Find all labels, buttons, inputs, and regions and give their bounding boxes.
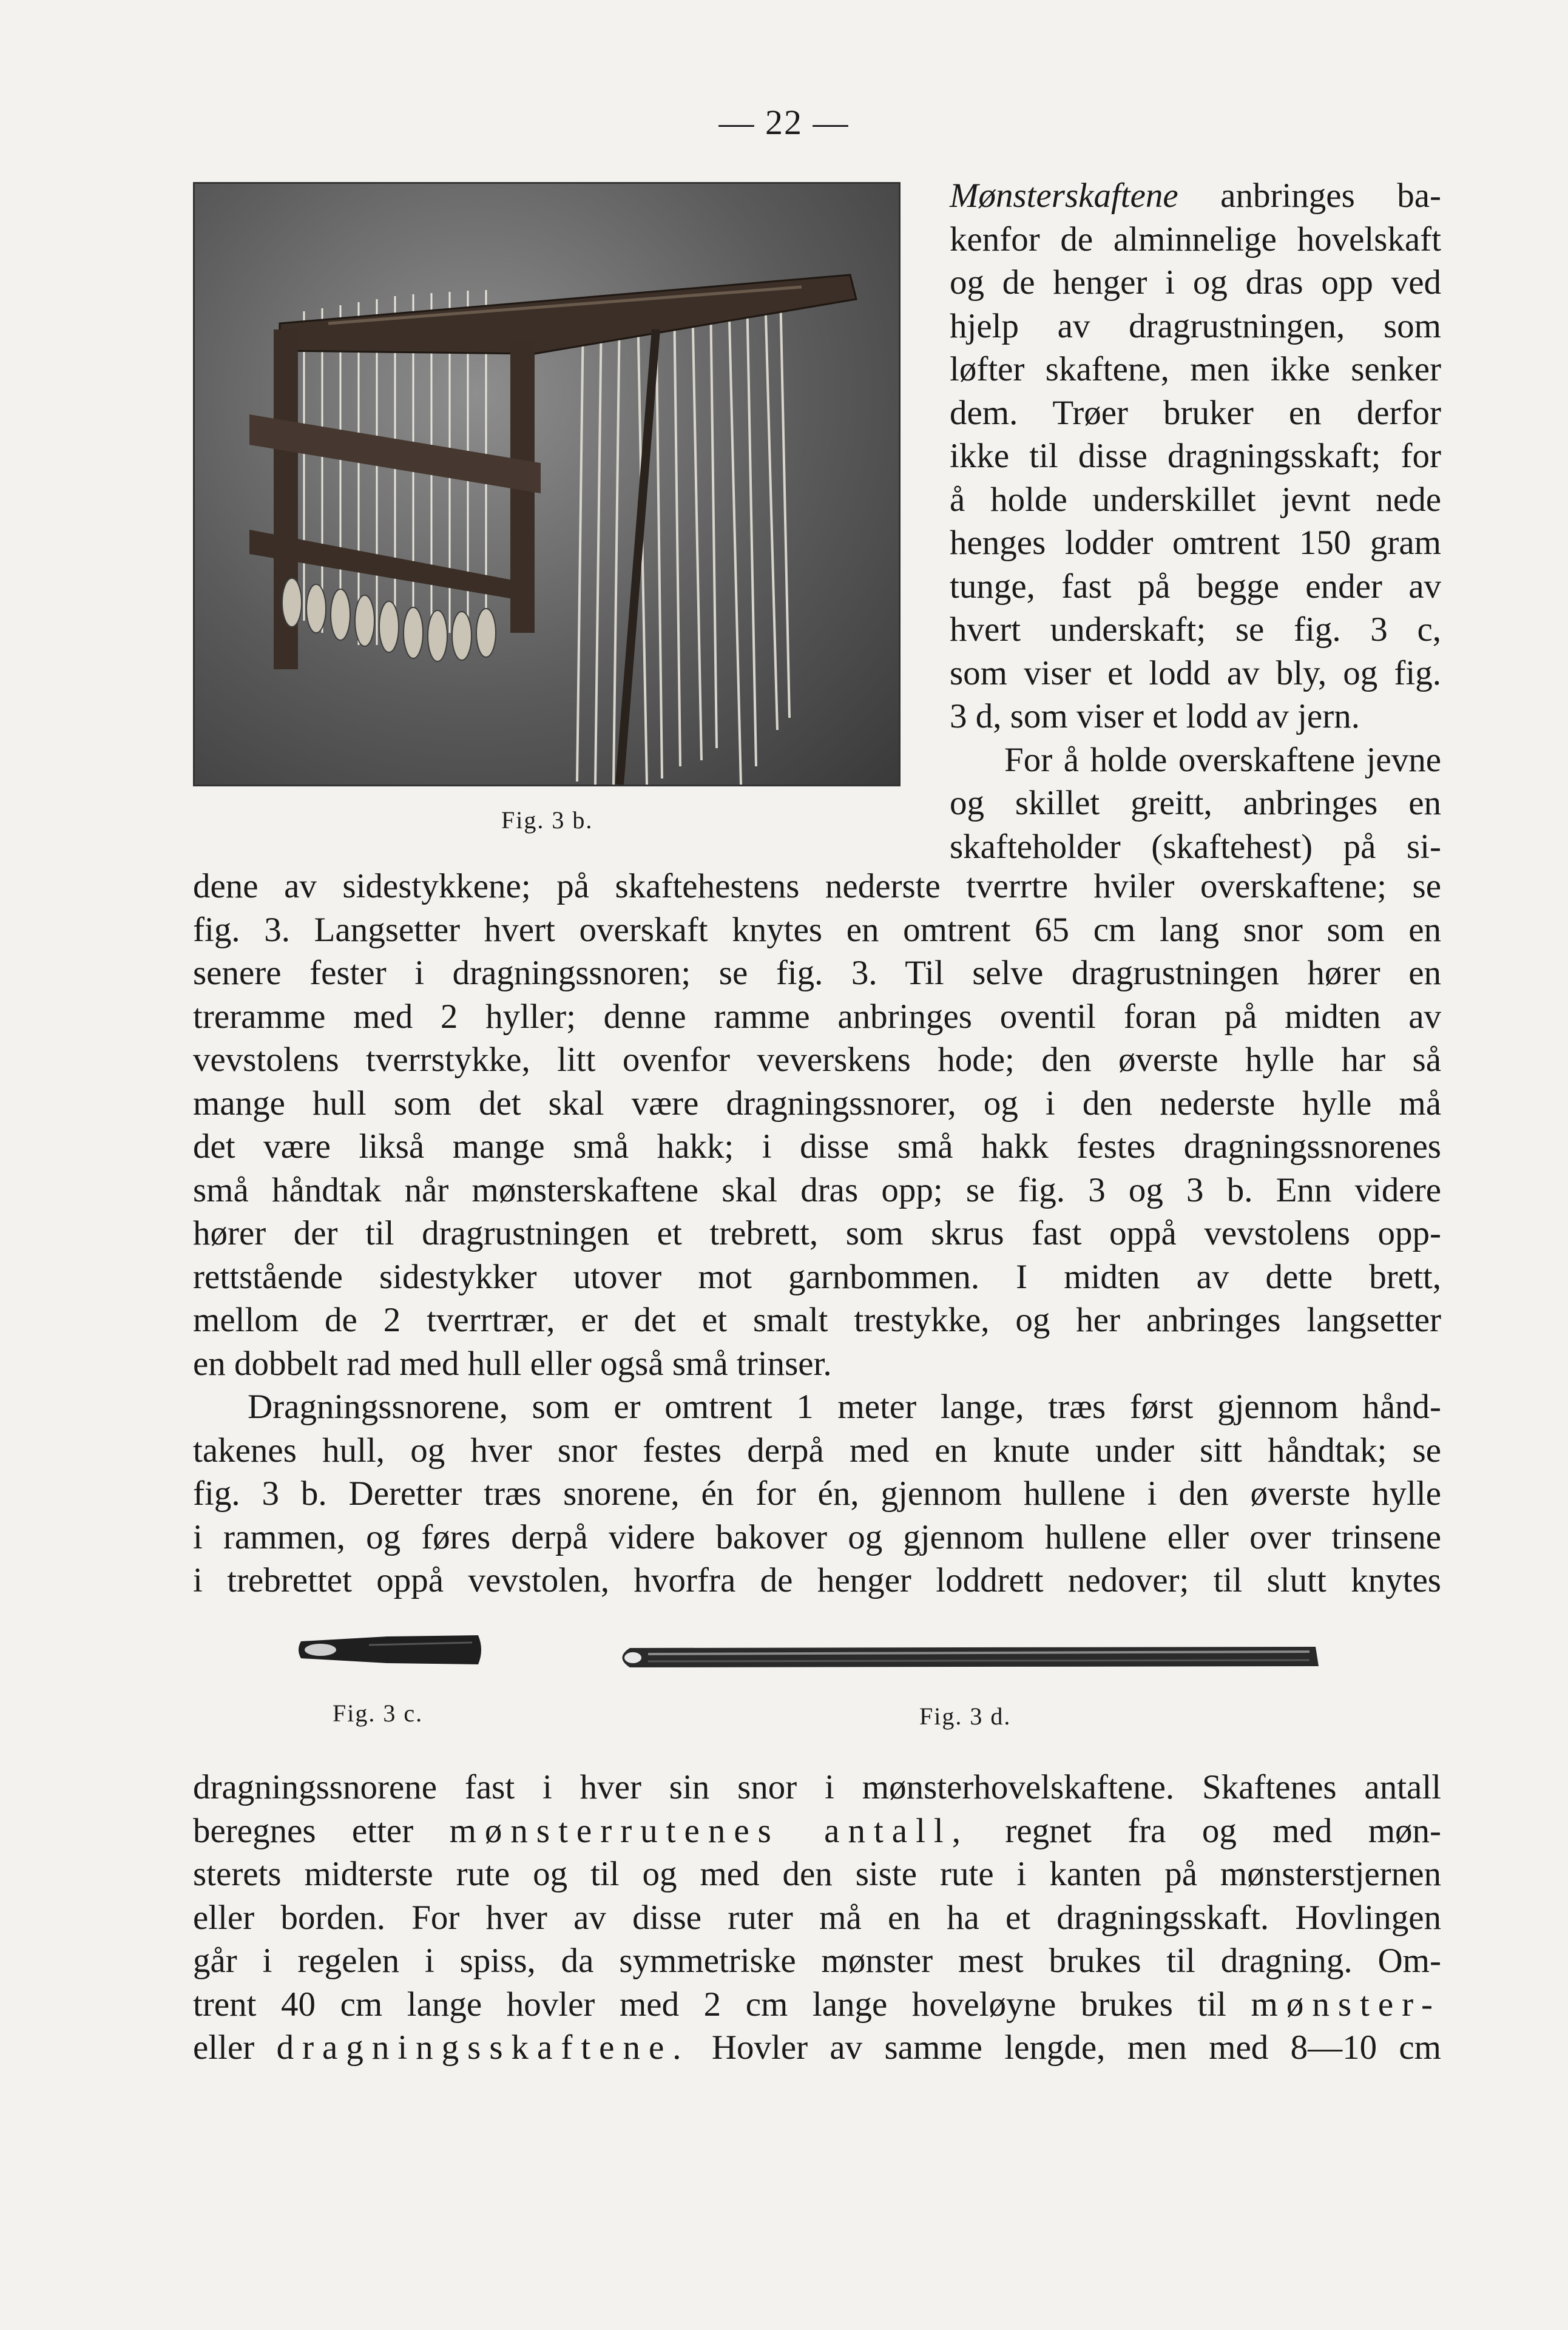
text-line: sterets midterste rute og til og med den siste rute i kanten på mønsterstjernen (193, 1855, 1441, 1893)
text-line: senere fester i dragningssnoren; se fig. 3. Til selve dragrustningen hører en (193, 954, 1441, 992)
fig-3b-caption: Fig. 3 b. (501, 806, 593, 834)
text-line: eller borden. For hver av disse ruter må en ha et dragningsskaft. Hovlingen (193, 1898, 1441, 1937)
italic-term: Mønsterskaftene (950, 177, 1178, 215)
text-line: i trebrettet oppå vevstolen, hvorfra de henger loddrett nedover; til slutt knytes (193, 1561, 1441, 1599)
spaced-emphasis: mønster- (1251, 1985, 1441, 2024)
text-line: skafteholder (skaftehest) på si- (950, 827, 1441, 866)
text-line: fig. 3 b. Deretter træs snorene, én for én, gjennom hullene i den øverste hylle (193, 1474, 1441, 1513)
text-line: en dobbelt rad med hull eller også små trinser. (193, 1344, 832, 1383)
text-line (193, 2026, 1441, 2070)
text-line (950, 174, 1441, 218)
text-fragment: beregnes etter (193, 1811, 414, 1850)
final-paragraph (193, 1766, 1441, 2070)
text-line: henges lodder omtrent 150 gram (950, 524, 1441, 562)
loom-drawing-illustration (195, 184, 899, 785)
text-line: hører der til dragrustningen et trebrett, som skrus fast oppå vevstolens opp- (193, 1214, 1441, 1252)
main-text-block (193, 865, 1441, 1602)
text-line (193, 1809, 1441, 1853)
fig-3d-iron-weight-image (612, 1643, 1322, 1671)
right-column-text (950, 174, 1441, 868)
text-line: løfter skaftene, men ikke senker (950, 350, 1441, 388)
text-line: kenfor de alminnelige hovelskaft (950, 220, 1441, 258)
text-line: mange hull som det skal være dragningssnorer, og i den nederste hylle må (193, 1084, 1441, 1123)
page-number: — 22 — (718, 103, 850, 142)
text-line: Dragningssnorene, som er omtrent 1 meter lange, træs først gjennom hånd- (248, 1388, 1441, 1426)
text-line: tunge, fast på begge ender av (950, 567, 1441, 606)
text-line: i rammen, og føres derpå videre bakover og gjennom hullene eller over trinsene (193, 1518, 1441, 1556)
text-line: vevstolens tverrstykke, litt ovenfor veverskens hode; den øverste hylle har så (193, 1041, 1441, 1079)
text-line: går i regelen i spiss, da symmetriske mønster mest brukes til dragning. Om- (193, 1942, 1441, 1980)
text-line: rettstående sidestykker utover mot garnbommen. I midten av dette brett, (193, 1257, 1441, 1296)
text-line: For å holde overskaftene jevne (1004, 740, 1441, 779)
text-fragment: eller (193, 2028, 255, 2067)
text-fragment: Hovler av samme lengde, men med 8—10 cm (711, 2028, 1441, 2067)
fig-3b-photo (193, 182, 901, 786)
text-line: og skillet greitt, anbringes en (950, 784, 1441, 822)
text-line: små håndtak når mønsterskaftene skal dras opp; se fig. 3 og 3 b. Enn videre (193, 1170, 1441, 1209)
text-line: 3 d, som viser et lodd av jern. (950, 697, 1360, 735)
text-line: fig. 3. Langsetter hvert overskaft knytes en omtrent 65 cm lang snor som en (193, 910, 1441, 949)
text-line: takenes hull, og hver snor festes derpå med en knute under sitt håndtak; se (193, 1431, 1441, 1470)
text-line: ikke til disse dragningsskaft; for (950, 437, 1441, 475)
text-line: å holde underskillet jevnt nede (950, 480, 1441, 519)
text-line: dem. Trøer bruker en derfor (950, 393, 1441, 432)
spaced-emphasis: mønsterrutenes antall, (449, 1811, 970, 1850)
text-fragment: anbringes ba- (1178, 177, 1441, 215)
fig-3c-caption: Fig. 3 c. (333, 1700, 424, 1727)
text-line: mellom de 2 tverrtrær, er det et smalt trestykke, og her anbringes langsetter (193, 1301, 1441, 1339)
text-line: dragningssnorene fast i hver sin snor i mønsterhovelskaftene. Skaftenes antall (193, 1768, 1441, 1806)
text-line: som viser et lodd av bly, og fig. (950, 653, 1441, 692)
text-line (193, 1983, 1441, 2027)
fig-3c-lead-weight-image (296, 1629, 484, 1670)
text-line: dene av sidestykkene; på skaftehestens nederste tverrtre hviler overskaftene; se (193, 867, 1441, 905)
fig-3d-caption: Fig. 3 d. (919, 1703, 1012, 1730)
text-fragment: trent 40 cm lange hovler med 2 cm lange hoveløyne brukes til (193, 1985, 1226, 2024)
text-line: treramme med 2 hyller; denne ramme anbringes oventil foran på midten av (193, 997, 1441, 1036)
spaced-emphasis: dragningsskaftene. (276, 2028, 690, 2067)
text-line: hvert underskaft; se fig. 3 c, (950, 610, 1441, 649)
text-fragment: regnet fra og med møn- (1005, 1811, 1442, 1850)
text-line: det være likså mange små hakk; i disse små hakk festes dragningssnorenes (193, 1127, 1441, 1166)
text-line: og de henger i og dras opp ved (950, 263, 1441, 302)
text-line: hjelp av dragrustningen, som (950, 306, 1441, 345)
